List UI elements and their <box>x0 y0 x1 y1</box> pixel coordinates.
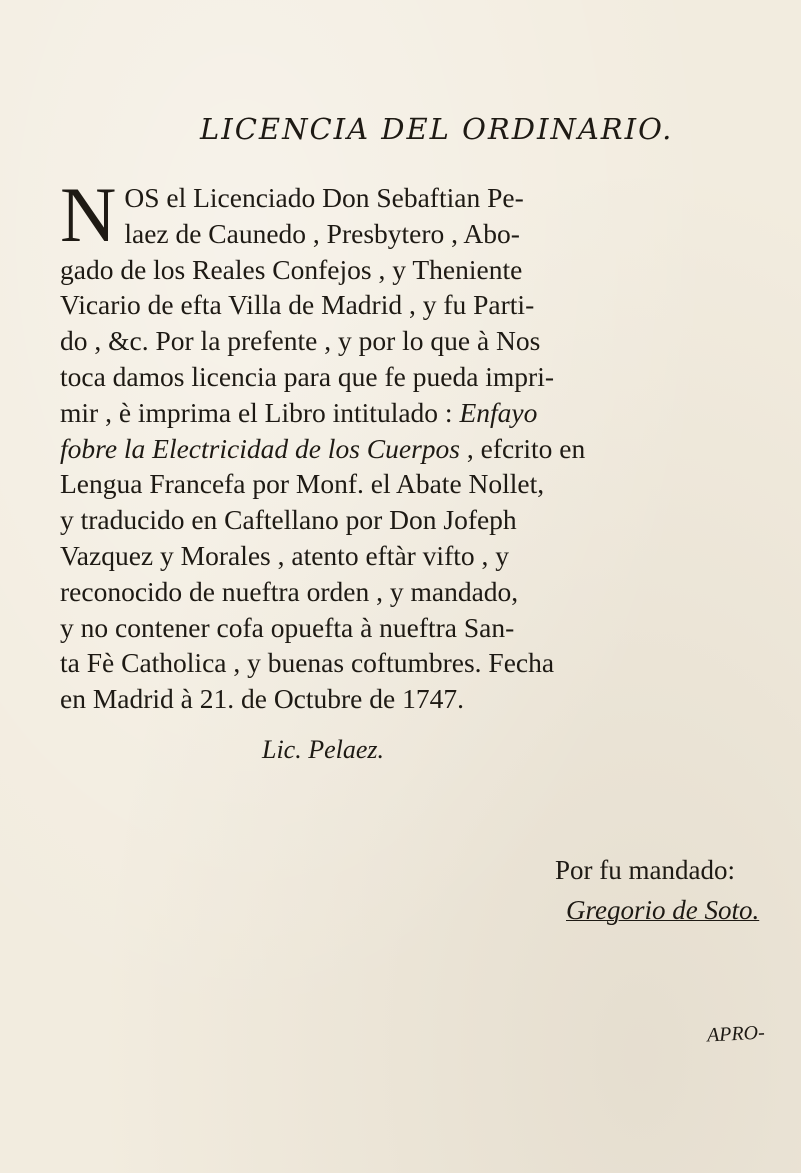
text-line-1: OS el Licenciado Don Sebaftian Pe- <box>124 182 524 213</box>
text-line-9: Lengua Francefa por Monf. el Abate Nollet, <box>60 468 545 500</box>
license-text <box>60 180 760 717</box>
signature: Lic. Pelaez. <box>262 735 385 764</box>
text-line-12: reconocido de nueftra orden , y mandado, <box>60 575 519 607</box>
text-line-7 <box>60 395 760 431</box>
drop-cap: N <box>60 180 117 252</box>
opening-lines <box>60 180 760 252</box>
text-line-6: toca damos licencia para que fe pueda impri- <box>60 360 555 392</box>
text-line-5: do , &c. Por la prefente , y por lo que à Nos <box>60 325 541 357</box>
text-line-14: ta Fè Catholica , y buenas coftumbres. Fecha <box>60 647 555 679</box>
secretary-name: Gregorio de Soto. <box>566 895 760 925</box>
text-line-13: y no contener cofa opuefta à nueftra San- <box>60 611 515 643</box>
text-line-15: en Madrid à 21. de Octubre de 1747. <box>60 683 464 715</box>
page-title: LICENCIA DEL ORDINARIO. <box>200 112 674 146</box>
text-line-11: Vazquez y Morales , atento eftàr vifto , y <box>60 539 509 571</box>
text-line-8-rest: , efcrito en <box>466 432 586 464</box>
by-order-text: Por fu mandado: <box>555 855 735 885</box>
text-line-7-main: mir , è imprima el Libro intitulado : <box>60 396 453 428</box>
book-title-end: fobre la Electricidad de los Cuerpos <box>60 432 460 464</box>
text-line-10: y traducido en Caftellano por Don Jofeph <box>60 504 517 536</box>
book-title-start: Enfayo <box>459 396 538 428</box>
catchword: APRO- <box>706 1021 766 1047</box>
text-line-3: gado de los Reales Confejos , y Theniente <box>60 253 523 285</box>
text-line-2: laez de Caunedo , Presbytero , Abo- <box>124 217 520 249</box>
text-line-4: Vicario de efta Villa de Madrid , y fu Parti- <box>60 289 535 321</box>
text-line-8 <box>60 431 760 467</box>
